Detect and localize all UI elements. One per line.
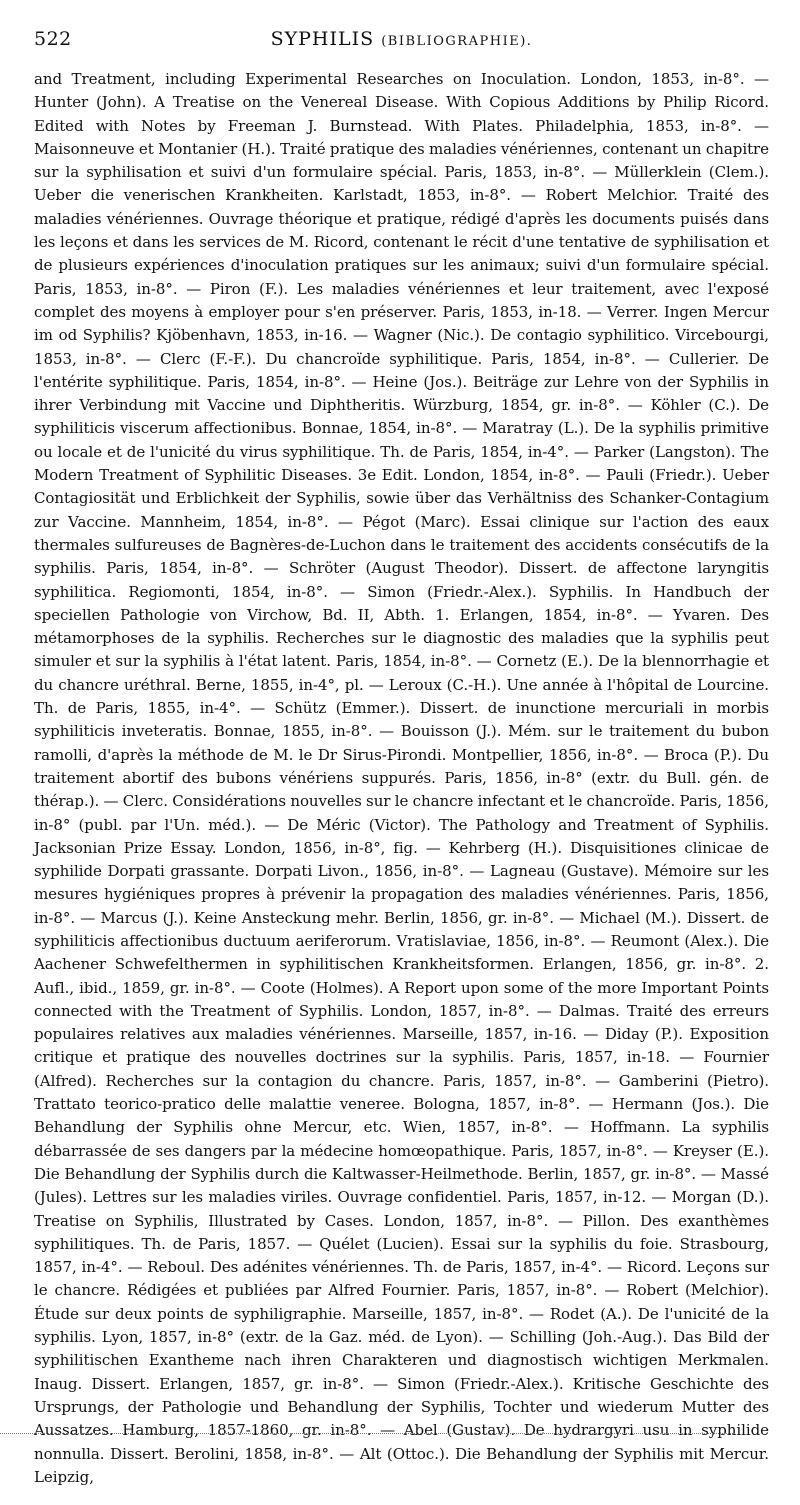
running-title-main: SYPHILIS <box>270 28 375 50</box>
page <box>34 28 769 1489</box>
page-number: 522 <box>34 28 72 50</box>
running-title-sub: (BIBLIOGRAPHIE). <box>381 34 533 49</box>
running-title <box>34 28 769 50</box>
footer-rule <box>0 1433 735 1434</box>
bibliography-text: and Treatment, including Experimental Researches on Inoculation. London, 1853, in-8°. — Hunter (John). A Treatise on the Venereal Disease. With Copious Additions by Philip Ricord. Edited with Notes by Freeman J. Burnstead. With Plates. Philadelphia, 1853, in-8°. — Maisonneuve et Montanier (H.). Traité pratique des maladies vénériennes, contenant un chapitre sur la syphilisation et suivi d'un formulaire spécial. Paris, 1853, in-8°. — Müllerklein (Clem.). Ueber die venerischen Krankheiten. Karlstadt, 1853, in-8°. — Robert Melchior. Traité des maladies vénériennes. Ouvrage théorique et pratique, rédigé d'après les documents puisés dans les leçons et dans les services de M. Ricord, contenant le récit d'une tentative de syphilisation et de plusieurs expériences d'inoculation pratiques sur les animaux; suivi d'un formulaire spécial. Paris, 1853, in-8°. — Piron (F.). Les maladies vénériennes et leur traitement, avec l'exposé complet des moyens à employer pour s'en préserver. Paris, 1853, in-18. — Verrer. Ingen Mercur im od Syphilis? Kjöbenhavn, 1853, in-16. — Wagner (Nic.). De contagio syphilitico. Vircebourgi, 1853, in-8°. — Clerc (F.-F.). Du chancroïde syphilitique. Paris, 1854, in-8°. — Cullerier. De l'entérite syphilitique. Paris, 1854, in-8°. — Heine (Jos.). Beiträge zur Lehre von der Syphilis in ihrer Verbindung mit Vaccine und Diphtheritis. Würzburg, 1854, gr. in-8°. — Köhler (C.). De syphiliticis viscerum affectionibus. Bonnae, 1854, in-8°. — Maratray (L.). De la syphilis primitive ou locale et de l'unicité du virus syphilitique. Th. de Paris, 1854, in-4°. — Parker (Langston). The Modern Treatment of Syphilitic Diseases. 3e Edit. London, 1854, in-8°. — Pauli (Friedr.). Ueber Contagiosität und Erblichkeit der Syphilis, sowie über das Verhältniss des Schanker-Contagium zur Vaccine. Mannheim, 1854, in-8°. — Pégot (Marc). Essai clinique sur l'action des eaux thermales sulfureuses de Bagnères-de-Luchon dans le traitement des accidents consécutifs de la syphilis. Paris, 1854, in-8°. — Schröter (August Theodor). Dissert. de affectone laryngitis syphilitica. Regiomonti, 1854, in-8°. — Simon (Friedr.-Alex.). Syphilis. In Handbuch der speciellen Pathologie von Virchow, Bd. II, Abth. 1. Erlangen, 1854, in-8°. — Yvaren. Des métamorphoses de la syphilis. Recherches sur le diagnostic des maladies que la syphilis peut simuler et sur la syphilis à l'état latent. Paris, 1854, in-8°. — Cornetz (E.). De la blennorrhagie et du chancre uréthral. Berne, 1855, in-4°, pl. — Leroux (C.-H.). Une année à l'hôpital de Lourcine. Th. de Paris, 1855, in-4°. — Schütz (Emmer.). Dissert. de inunctione mercuriali in morbis syphiliticis inveteratis. Bonnae, 1855, in-8°. — Bouisson (J.). Mém. sur le traitement du bubon ramolli, d'après la méthode de M. le Dr Sirus-Pirondi. Montpellier, 1856, in-8°. — Broca (P.). Du traitement abortif des bubons vénériens suppurés. Paris, 1856, in-8° (extr. du Bull. gén. de thérap.). — Clerc. Considérations nouvelles sur le chancre infectant et le chancroïde. Paris, 1856, in-8° (publ. par l'Un. méd.). — De Méric (Victor). The Pathology and Treatment of Syphilis. Jacksonian Prize Essay. London, 1856, in-8°, fig. — Kehrberg (H.). Disquisitiones clinicae de syphilide Dorpati grassante. Dorpati Livon., 1856, in-8°. — Lagneau (Gustave). Mémoire sur les mesures hygiéniques propres à prévenir la propagation des maladies vénériennes. Paris, 1856, in-8°. — Marcus (J.). Keine Ansteckung mehr. Berlin, 1856, gr. in-8°. — Michael (M.). Dissert. de syphiliticis affectionibus ductuum aeriferorum. Vratislaviae, 1856, in-8°. — Reumont (Alex.). Die Aachener Schwefelthermen in syphilitischen Krankheitsformen. Erlangen, 1856, gr. in-8°. 2. Aufl., ibid., 1859, gr. in-8°. — Coote (Holmes). A Report upon some of the more Important Points connected with the Treatment of Syphilis. London, 1857, in-8°. — Dalmas. Traité des erreurs populaires relatives aux maladies vénériennes. Marseille, 1857, in-16. — Diday (P.). Exposition critique et pratique des nouvelles doctrines sur la syphilis. Paris, 1857, in-18. — Fournier (Alfred). Recherches sur la contagion du chancre. Paris, 1857, in-8°. — Gamberini (Pietro). Trattato teorico-pratico delle malattie veneree. Bologna, 1857, in-8°. — Hermann (Jos.). Die Behandlung der Syphilis ohne Mercur, etc. Wien, 1857, in-8°. — Hoffmann. La syphilis débarrassée de ses dangers par la médecine homœopathique. Paris, 1857, in-8°. — Kreyser (E.). Die Behandlung der Syphilis durch die Kaltwasser-Heilmethode. Berlin, 1857, gr. in-8°. — Massé (Jules). Lettres sur les maladies viriles. Ouvrage confidentiel. Paris, 1857, in-12. — Morgan (D.). Treatise on Syphilis, Illustrated by Cases. London, 1857, in-8°. — Pillon. Des exanthèmes syphilitiques. Th. de Paris, 1857. — Quélet (Lucien). Essai sur la syphilis du foie. Strasbourg, 1857, in-4°. — Reboul. Des adénites vénériennes. Th. de Paris, 1857, in-4°. — Ricord. Leçons sur le chancre. Rédigées et publiées par Alfred Fournier. Paris, 1857, in-8°. — Robert (Melchior). Étude sur deux points de syphiligraphie. Marseille, 1857, in-8°. — Rodet (A.). De l'unicité de la syphilis. Lyon, 1857, in-8° (extr. de la Gaz. méd. de Lyon). — Schilling (Joh.-Aug.). Das Bild der syphilitischen Exantheme nach ihren Charakteren und diagnostisch wichtigen Merkmalen. Inaug. Dissert. Erlangen, 1857, gr. in-8°. — Simon (Friedr.-Alex.). Kritische Geschichte des Ursprungs, der Pathologie und Behandlung der Syphilis, Tochter und wiederum Mutter des Aussatzes. Hamburg, 1857-1860, gr. in-8°. — Abel (Gustav). De hydrargyri usu in syphilide nonnulla. Dissert. Berolini, 1858, in-8°. — Alt (Ottoc.). Die Behandlung der Syphilis mit Mercur. Leipzig, <box>34 70 769 1486</box>
running-head <box>34 28 769 62</box>
